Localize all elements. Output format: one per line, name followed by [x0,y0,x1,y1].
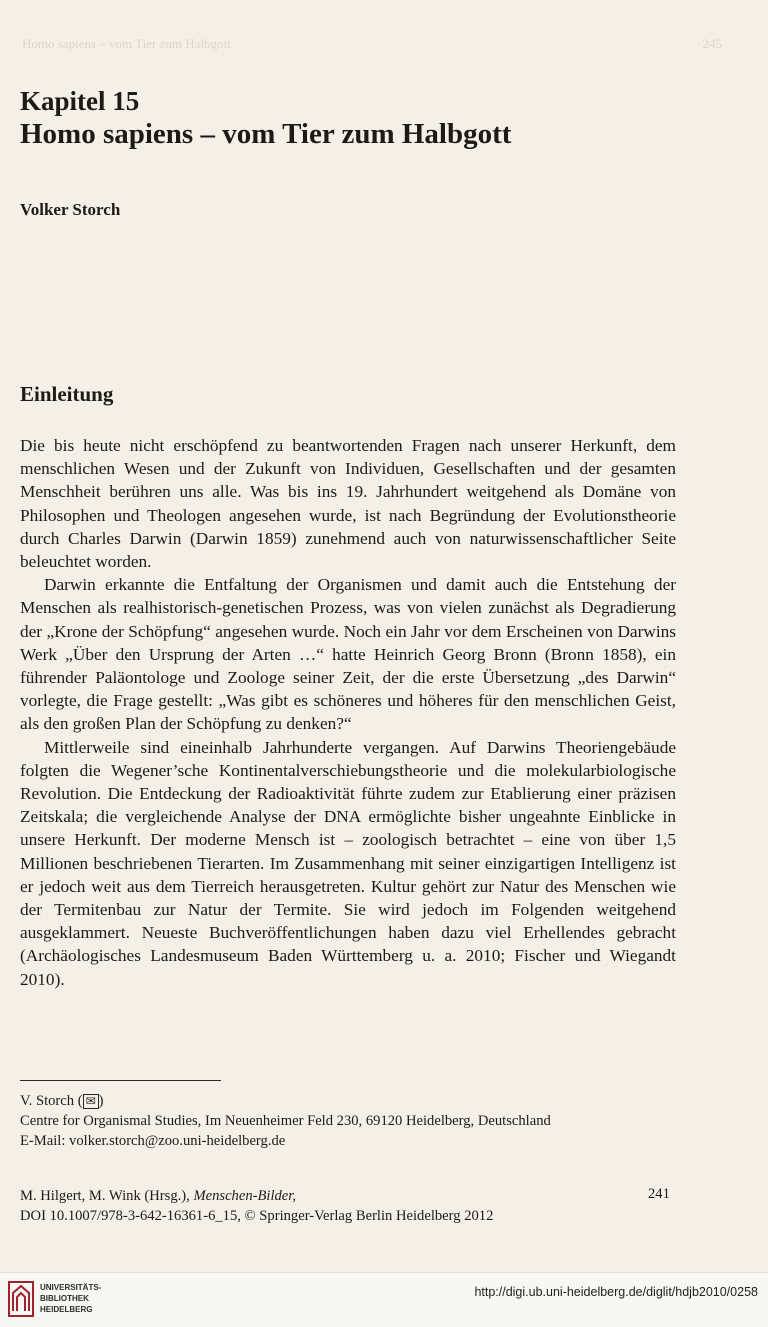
running-head-left: Homo sapiens – vom Tier zum Halbgott [22,36,231,51]
logo-line-2: BIBLIOTHEK [40,1294,89,1303]
book-citation [20,1186,493,1226]
footnote-author: V. Storch [20,1093,75,1109]
body-text [20,434,676,991]
paragraph-2: Darwin erkannte die Entfaltung der Organismen und damit auch die Entstehung der Menschen als realhistorisch-genetischen Prozess, was von vielen zunächst als Degradierung der „Krone der Schöpfung“ angesehen wurde. Noch ein Jahr vor dem Erscheinen von Darwins Werk „Über den Ursprung der Arten …“ hatte Heinrich Georg Bronn (Bronn 1858), ein führender Paläontologe und Zoologe seiner Zeit, der die erste Übersetzung „des Darwin“ vorlegte, die Frage gestellt: „Was gibt es schöneres und höheres für den menschlichen Geist, als den großen Plan der Schöpfung zu denken?“ [20,575,676,734]
running-head-right: 245 [702,36,722,51]
paragraph-1: Die bis heute nicht erschöpfend zu beantwortenden Fragen nach unserer Herkunft, dem menschlichen Wesen und der Zukunft von Individuen, Gesellschaften und der gesamten Menschheit berühren uns alle. Was bis ins 19. Jahrhundert weitgehend als Domäne von Philosophen und Theologen angesehen wurde, ist nach Begründung der Evolutionstheorie durch Charles Darwin (Darwin 1859) zunehmend auch von naturwissenschaftlicher Seite beleuchtet worden. [20,436,676,572]
author-footnote: V. Storch ( ✉ ) Centre for Organismal Studies, Im Neuenheimer Feld 230, 69120 Heidelberg, Deutschland E-Mail: volker.storch@zoo.uni-heidelberg.de [20,1093,551,1149]
paragraph-3: Mittlerweile sind eineinhalb Jahrhunderte vergangen. Auf Darwins Theoriengebäude folgten die Wegener’sche Kontinentalverschiebungstheorie und die molekularbiologische Revolution. Die Entdeckung der Radioaktivität führte zudem zur Etablierung einer präzisen Zeitskala; die vergleichende Analyse der DNA ermöglichte bisher ungeahnte Einblicke in unsere Herkunft. Der moderne Mensch ist – zoologisch betrachtet – eine von über 1,5 Millionen beschriebenen Tierarten. Im Zusammenhang mit seiner einzigartigen Intelligenz ist er jedoch weit aus dem Tierreich herausgetreten. Kultur gehört zur Natur des Menschen wie der Termitenbau zur Natur der Termite. Sie wird jedoch im Folgenden weitgehend ausgeklammert. Neueste Buchveröffentlichungen haben dazu viel Erhellendes gebracht (Archäologisches Landesmuseum Baden Württemberg u. a. 2010; Fischer und Wiegandt 2010). [20,737,676,989]
chapter-title: Homo sapiens – vom Tier zum Halbgott [20,118,512,150]
university-library-logo-icon[interactable] [8,1281,34,1317]
footnote-email: E-Mail: volker.storch@zoo.uni-heidelberg.de [20,1133,286,1149]
citation-doi: DOI 10.1007/978-3-642-16361-6_15, © Springer-Verlag Berlin Heidelberg 2012 [20,1208,494,1224]
author-name: Volker Storch [20,200,121,219]
library-footer [0,1272,768,1327]
citation-editors: M. Hilgert, M. Wink (Hrsg.), [20,1188,190,1204]
footnote-affiliation: Centre for Organismal Studies, Im Neuenheimer Feld 230, 69120 Heidelberg, Deutschland [20,1113,551,1129]
permalink-url[interactable]: http://digi.ub.uni-heidelberg.de/diglit/hdjb2010/0258 [474,1285,758,1299]
chapter-label: Kapitel 15 [20,86,140,116]
envelope-icon: ✉ [83,1094,99,1109]
running-head-showthrough [22,36,722,56]
logo-line-1: UNIVERSITÄTS- [40,1283,102,1292]
logo-line-3: HEIDELBERG [40,1305,93,1314]
section-heading: Einleitung [20,382,114,406]
page-number: 241 [648,1186,670,1202]
library-logo-text[interactable] [40,1282,101,1315]
footnote-rule [20,1080,221,1081]
citation-book-title: Menschen-Bilder, [193,1188,296,1204]
